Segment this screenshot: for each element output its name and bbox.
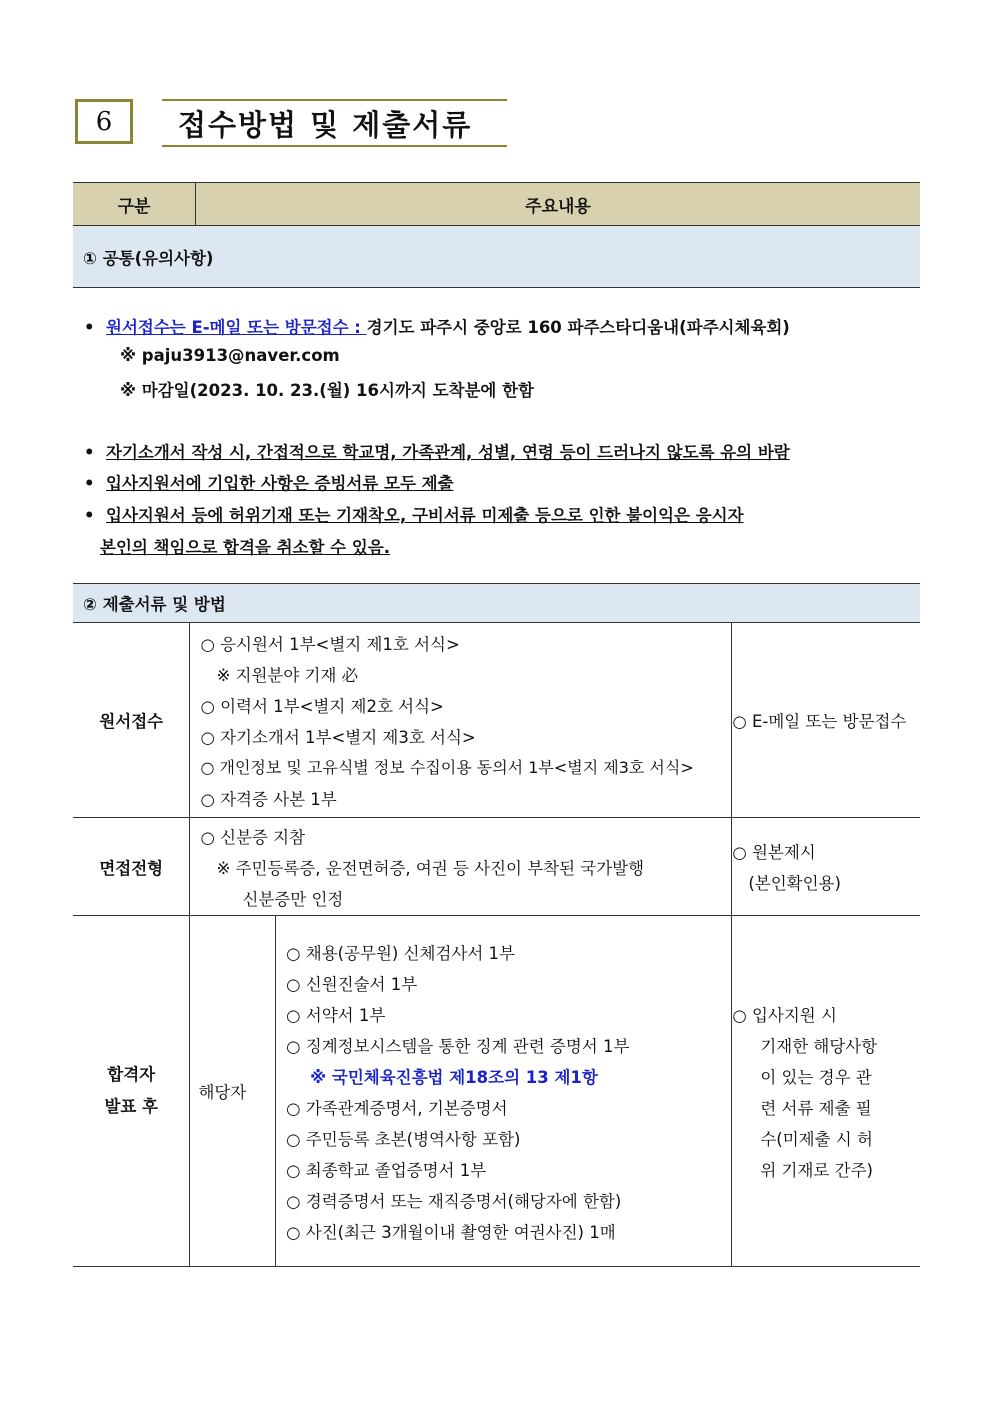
bullet: • xyxy=(84,318,95,337)
section-title xyxy=(162,99,507,147)
application-method-text: 원서접수는 E-메일 또는 방문접수 : xyxy=(106,318,367,337)
passed-method xyxy=(732,916,920,1267)
docs-heading-text: ② 제출서류 및 방법 xyxy=(83,595,226,614)
table-row xyxy=(73,818,920,916)
method-line: ○ 입사지원 시 xyxy=(732,1005,837,1025)
passed-label xyxy=(73,916,190,1267)
list-item: ※ 지원분야 기재 必 xyxy=(216,665,359,685)
docs-heading xyxy=(73,583,920,623)
notice-false-entry-text: 입사지원서 등에 허위기재 또는 기재착오, 구비서류 미제출 등으로 인한 불이익은 응시자 xyxy=(106,506,744,525)
list-item: ※ 주민등록증, 운전면허증, 여권 등 사진이 부착된 국가발행 xyxy=(216,858,645,878)
interview-method xyxy=(732,818,920,916)
header-category: 구분 xyxy=(73,183,196,225)
docs-table xyxy=(73,622,920,1267)
list-item: ○ 자기소개서 1부<별지 제3호 서식> xyxy=(200,727,476,747)
list-item: ○ 신원진술서 1부 xyxy=(286,974,418,994)
application-method: ○ E-메일 또는 방문접수 xyxy=(732,623,920,818)
list-item: ○ 신분증 지참 xyxy=(200,827,306,847)
header-contents: 주요내용 xyxy=(525,196,591,217)
notice-evidence-text: 입사지원서에 기입한 사항은 증빙서류 모두 제출 xyxy=(106,474,454,493)
table-row xyxy=(73,623,920,818)
method-line: 련 서류 제출 필 xyxy=(760,1098,872,1118)
notice-self-intro xyxy=(84,439,790,463)
notice-evidence xyxy=(84,470,454,494)
passed-label-line: 합격자 xyxy=(107,1065,156,1084)
interview-label: 면접전형 xyxy=(73,818,190,916)
list-item: ○ 응시원서 1부<별지 제1호 서식> xyxy=(200,634,460,654)
passed-items xyxy=(276,916,732,1267)
notice-false-entry xyxy=(84,502,744,526)
passed-target: 해당자 xyxy=(190,916,276,1267)
passed-label-line: 발표 후 xyxy=(104,1097,158,1116)
table-row xyxy=(73,916,920,1267)
list-item: ○ 징계정보시스템을 통한 징계 관련 증명서 1부 xyxy=(286,1036,630,1056)
notice-application xyxy=(84,314,790,338)
list-item: ※ 국민체육진흥법 제18조의 13 제1항 xyxy=(310,1067,598,1087)
bullet: • xyxy=(84,474,95,493)
table-header xyxy=(73,182,920,226)
application-address: 경기도 파주시 중앙로 160 파주스타디움내(파주시체육회) xyxy=(366,318,790,337)
list-item: ○ 이력서 1부<별지 제2호 서식> xyxy=(200,696,444,716)
list-item: ○ 자격증 사본 1부 xyxy=(200,789,337,809)
section-number: 6 xyxy=(75,99,133,144)
bullet: • xyxy=(84,506,95,525)
method-line: 이 있는 경우 관 xyxy=(760,1067,872,1087)
method-line: 기재한 해당사항 xyxy=(760,1036,878,1056)
list-item: ○ 경력증명서 또는 재직증명서(해당자에 한함) xyxy=(286,1191,622,1211)
common-heading xyxy=(73,226,920,288)
list-item: ○ 채용(공무원) 신체검사서 1부 xyxy=(286,943,515,963)
bullet: • xyxy=(84,443,95,462)
interview-items xyxy=(190,818,732,916)
common-heading-text: ① 공통(유의사항) xyxy=(83,248,214,268)
notice-email: ※ paju3913@naver.com xyxy=(120,346,340,365)
list-item: ○ 가족관계증명서, 기본증명서 xyxy=(286,1098,508,1118)
list-item: ○ 서약서 1부 xyxy=(286,1005,386,1025)
list-item: ○ 사진(최근 3개월이내 촬영한 여권사진) 1매 xyxy=(286,1222,616,1242)
application-label: 원서접수 xyxy=(73,623,190,818)
list-item: ○ 최종학교 졸업증명서 1부 xyxy=(286,1160,487,1180)
method-line: 위 기재로 간주) xyxy=(760,1160,873,1180)
method-line: 수(미제출 시 허 xyxy=(760,1129,873,1149)
section-title-text: 접수방법 및 제출서류 xyxy=(178,107,473,142)
method-line: (본인확인용) xyxy=(748,874,841,893)
list-item: 신분증만 인정 xyxy=(242,889,344,909)
list-item: ○ 주민등록 초본(병역사항 포함) xyxy=(286,1129,521,1149)
notice-deadline: ※ 마감일(2023. 10. 23.(월) 16시까지 도착분에 한함 xyxy=(120,381,534,400)
list-item: ○ 개인정보 및 고유식별 정보 수집이용 동의서 1부<별지 제3호 서식> xyxy=(200,758,694,777)
notice-self-intro-text: 자기소개서 작성 시, 간접적으로 학교명, 가족관계, 성별, 연령 등이 드러나지 않도록 유의 바람 xyxy=(106,443,790,462)
notice-false-entry-cont: 본인의 책임으로 합격을 취소할 수 있음. xyxy=(100,538,391,557)
method-line: ○ 원본제시 xyxy=(732,843,816,862)
application-items xyxy=(190,623,732,818)
